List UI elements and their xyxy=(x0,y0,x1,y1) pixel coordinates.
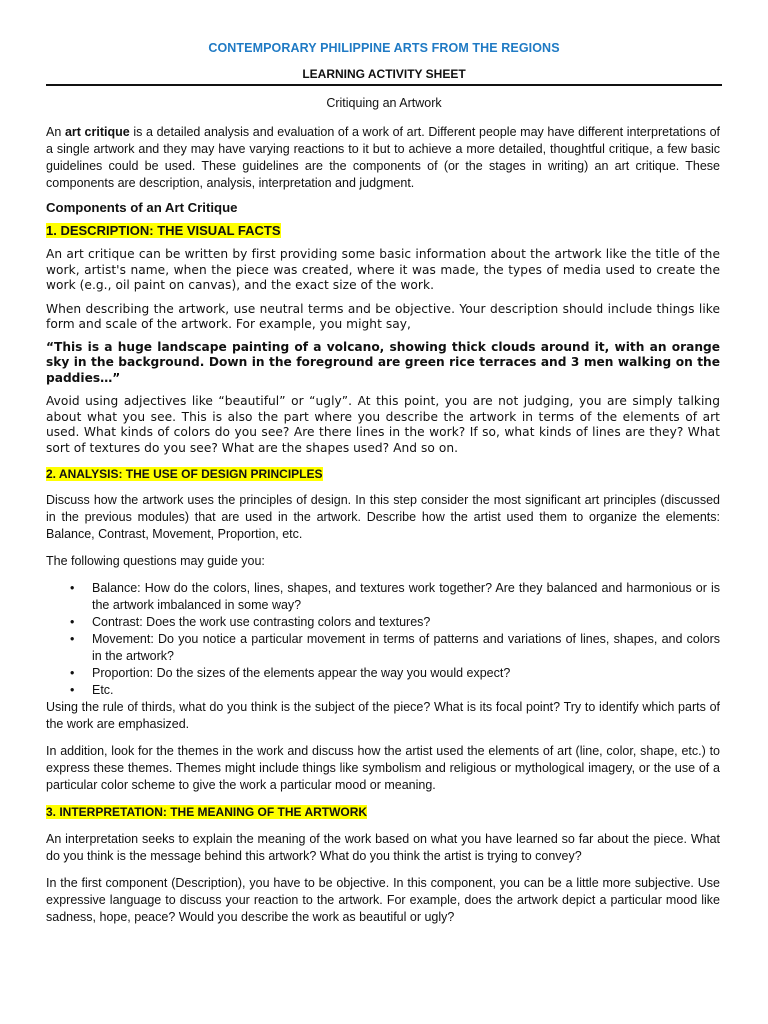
interpretation-heading xyxy=(46,804,720,821)
intro-after: is a detailed analysis and evaluation of a work of art. Different people may have different interpretations of a single artwork and they may have varying reactions to it but to achieve a more detailed, thoughtful critique, a few basic guidelines could be used. These guidelines are the components of (or the stages in writing) an art critique. These components are description, analysis, interpretation and judgment. xyxy=(46,125,720,190)
description-paragraph-2: When describing the artwork, use neutral terms and be objective. Your description should include things like form and scale of the artwork. For example, you might say, xyxy=(46,301,720,331)
bullet-icon: • xyxy=(70,615,75,629)
lesson-title: Critiquing an Artwork xyxy=(326,96,442,110)
analysis-heading-text: 2. ANALYSIS: THE USE OF DESIGN PRINCIPLES xyxy=(46,467,323,481)
guide-questions-list xyxy=(46,580,720,699)
intro-before: An xyxy=(46,125,65,139)
analysis-paragraph-3: Using the rule of thirds, what do you think is the subject of the piece? What is its focal point? Try to identify which parts of the work are emphasized. xyxy=(46,700,720,731)
intro-term: art critique xyxy=(64,125,130,139)
bullet-icon: • xyxy=(70,683,75,697)
bullet-icon: • xyxy=(70,632,75,646)
list-item xyxy=(46,665,720,682)
list-item xyxy=(46,580,720,614)
interpretation-paragraph-2: In the first component (Description), you have to be objective. In this component, you can be a little more subjective. Use expressive language to discuss your reaction to the artwork. For example, does the artwork depict a particular mood like sadness, hope, peace? Would you describe the work as beautiful or ugly? xyxy=(46,876,720,924)
sheet-title: LEARNING ACTIVITY SHEET xyxy=(302,67,466,81)
components-heading-text: Components of an Art Critique xyxy=(46,200,238,215)
analysis-paragraph-2: The following questions may guide you: xyxy=(46,554,265,568)
list-item-text: Movement: Do you notice a particular movement in terms of patterns and variations of lines, shapes, and colors in the artwork? xyxy=(92,632,720,663)
description-heading-text: 1. DESCRIPTION: THE VISUAL FACTS xyxy=(46,223,281,238)
components-heading xyxy=(46,199,720,216)
course-title: CONTEMPORARY PHILIPPINE ARTS FROM THE REGIONS xyxy=(208,41,560,55)
bullet-icon: • xyxy=(70,581,75,595)
bullet-icon: • xyxy=(70,666,75,680)
list-item xyxy=(46,631,720,665)
analysis-paragraph-1: Discuss how the artwork uses the principles of design. In this step consider the most significant art principles (discussed in the previous modules) that are used in the artwork. Describe how the artist used them to organize the elements: Balance, Contrast, Movement, Proportion, etc. xyxy=(46,493,720,541)
intro-paragraph xyxy=(46,124,720,192)
list-item xyxy=(46,614,720,631)
description-paragraph-1: An art critique can be written by first providing some basic information about the artwork like the title of the work, artist's name, when the piece was created, where it was made, the types of media used to create the work (e.g., oil paint on canvas), and the exact size of the work. xyxy=(46,247,720,292)
analysis-paragraph-4: In addition, look for the themes in the work and discuss how the artist used the elements of art (line, color, shape, etc.) to express these themes. Themes might include things like symbolism and religious or mythological imagery, or the use of a particular color scheme to give the work a particular mood or meaning. xyxy=(46,744,720,792)
document-body xyxy=(46,124,720,926)
analysis-heading xyxy=(46,466,720,483)
description-quote: “This is a huge landscape painting of a volcano, showing thick clouds around it, with an orange sky in the background. Down in the foreground are green rice terraces and 3 men walking on the paddies…” xyxy=(46,339,720,385)
list-item-text: Balance: How do the colors, lines, shapes, and textures work together? Are they balanced and harmonious or is the artwork imbalanced in some way? xyxy=(92,581,720,612)
interpretation-paragraph-1: An interpretation seeks to explain the meaning of the work based on what you have learned so far about the piece. What do you think is the message behind this artwork? What do you think the artist is trying to convey? xyxy=(46,832,720,863)
description-heading xyxy=(46,222,720,240)
list-item xyxy=(46,682,720,699)
description-paragraph-3: Avoid using adjectives like “beautiful” or “ugly”. At this point, you are not judging, you are simply talking about what you see. This is also the part where you describe the artwork in terms of the elements of art used. What kinds of colors do you see? Are there lines in the work? If so, what kinds of lines are they? What sort of textures do you see? What are the shapes used? And so on. xyxy=(46,394,720,455)
list-item-text: Proportion: Do the sizes of the elements appear the way you would expect? xyxy=(92,666,511,680)
header-divider xyxy=(46,84,722,86)
list-item-text: Contrast: Does the work use contrasting colors and textures? xyxy=(92,615,431,629)
list-item-text: Etc. xyxy=(92,683,114,697)
interpretation-heading-text: 3. INTERPRETATION: THE MEANING OF THE ARTWORK xyxy=(46,805,368,819)
